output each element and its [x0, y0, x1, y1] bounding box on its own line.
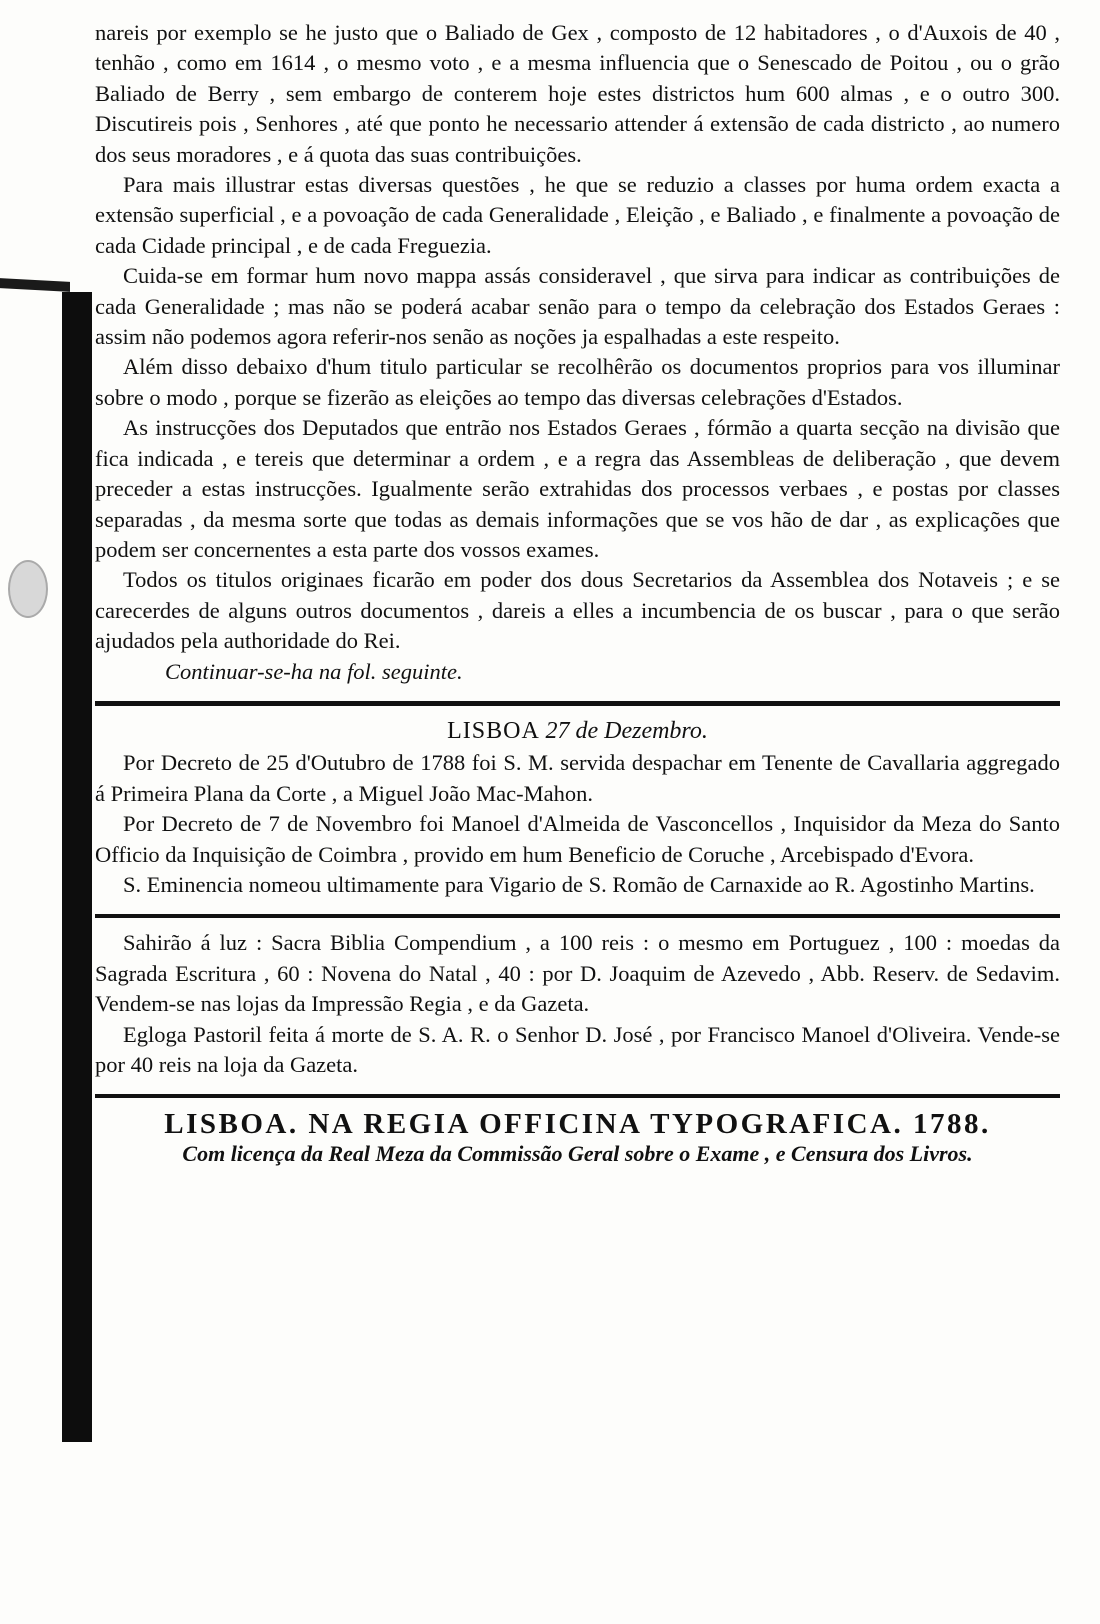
binding-shadow-top: [0, 278, 70, 292]
dateline: [95, 716, 1060, 746]
binding-gutter: [62, 292, 92, 1442]
paragraph-3: Cuida-se em formar hum novo mappa assás consideravel , que sirva para indicar as contribuições de cada Generalidade ; mas não se poderá acabar senão para o tempo da celebração dos Estados Geraes : assim não podemos agora referir-nos senão as noções ja espalhadas a este respeito.: [95, 263, 1060, 350]
paragraph-6: Todos os titulos originaes ficarão em poder dos dous Secretarios da Assemblea dos Notaveis ; e se carecerdes de alguns outros documentos , dareis a elles a incumbencia de os buscar , para o que serão ajudados pela authoridade do Rei.: [95, 567, 1060, 654]
section-rule: [95, 701, 1060, 706]
paper-hole: [8, 560, 48, 618]
paragraph-5: As instrucções dos Deputados que entrão nos Estados Geraes , fórmão a quarta secção na divisão que fica indicada , e tereis que determinar a ordem , e a regra das Assembleas de deliberação , que devem preceder a estas instrucções. Igualmente serão extrahidas dos processos verbaes , e postas por classes separadas , da mesma sorte que todas as demais informações que se vos hão de dar , as explicações que podem ser concernentes a esta parte dos vossos exames.: [95, 415, 1060, 562]
news-item-3: S. Eminencia nomeou ultimamente para Vigario de S. Romão de Carnaxide ao R. Agostinho Martins.: [123, 871, 1035, 897]
text-column: [95, 18, 1060, 1168]
news-item-1: Por Decreto de 25 d'Outubro de 1788 foi S. M. servida despachar em Tenente de Cavallaria aggregado á Primeira Plana da Corte , a Miguel João Mac-Mahon.: [95, 750, 1060, 806]
licence-line: Com licença da Real Meza da Commissão Geral sobre o Exame , e Censura dos Livros.: [182, 1141, 973, 1167]
notice-2: Egloga Pastoril feita á morte de S. A. R. o Senhor D. José , por Francisco Manoel d'Oliveira. Vende-se por 40 reis na loja da Gazeta.: [95, 1021, 1060, 1077]
continuation-note: Continuar-se-ha na fol. seguinte.: [165, 658, 463, 684]
paragraph-4: Além disso debaixo d'hum titulo particular se recolhêrão os documentos proprios para vos illuminar sobre o modo , porque se fizerão as eleições ao tempo das diversas celebrações d'Estados.: [95, 354, 1060, 410]
news-item-2: Por Decreto de 7 de Novembro foi Manoel d'Almeida de Vasconcellos , Inquisidor da Meza do Santo Officio da Inquisição de Coimbra , provido em hum Beneficio de Coruche , Arcebispado d'Evora.: [95, 811, 1060, 867]
notices-rule: [95, 914, 1060, 918]
dateline-date: 27 de Dezembro.: [545, 717, 708, 744]
paragraph-2: Para mais illustrar estas diversas questões , he que se reduzio a classes por huma ordem exacta a extensão superficial , e a povoação de cada Generalidade , Eleição , e Baliado , e finalmente a povoação de cada Cidade principal , e de cada Freguezia.: [95, 172, 1060, 258]
imprint-rule: [95, 1094, 1060, 1098]
imprint: LISBOA. NA REGIA OFFICINA TYPOGRAFICA. 1788.: [164, 1108, 991, 1141]
dateline-place: LISBOA: [447, 717, 539, 744]
notice-1: Sahirão á luz : Sacra Biblia Compendium , a 100 reis : o mesmo em Portuguez , 100 : moedas da Sagrada Escritura , 60 : Novena do Natal , 40 : por D. Joaquim de Azevedo , Abb. Reserv. de Sedavim. Vendem-se nas lojas da Impressão Regia , e da Gazeta.: [95, 930, 1060, 1017]
paragraph-1: nareis por exemplo se he justo que o Baliado de Gex , composto de 12 habitadores , o d'Auxois de 40 , tenhão , como em 1614 , o mesmo voto , e a mesma influencia que o Senescado de Poitou , ou o grão Baliado de Berry , sem embargo de conterem hoje estes districtos hum 600 almas , e o outro 300. Discutireis pois , Senhores , até que ponto he necessario attender á extensão de cada districto , ao numero dos seus moradores , e á quota das suas contribuições.: [95, 20, 1060, 167]
